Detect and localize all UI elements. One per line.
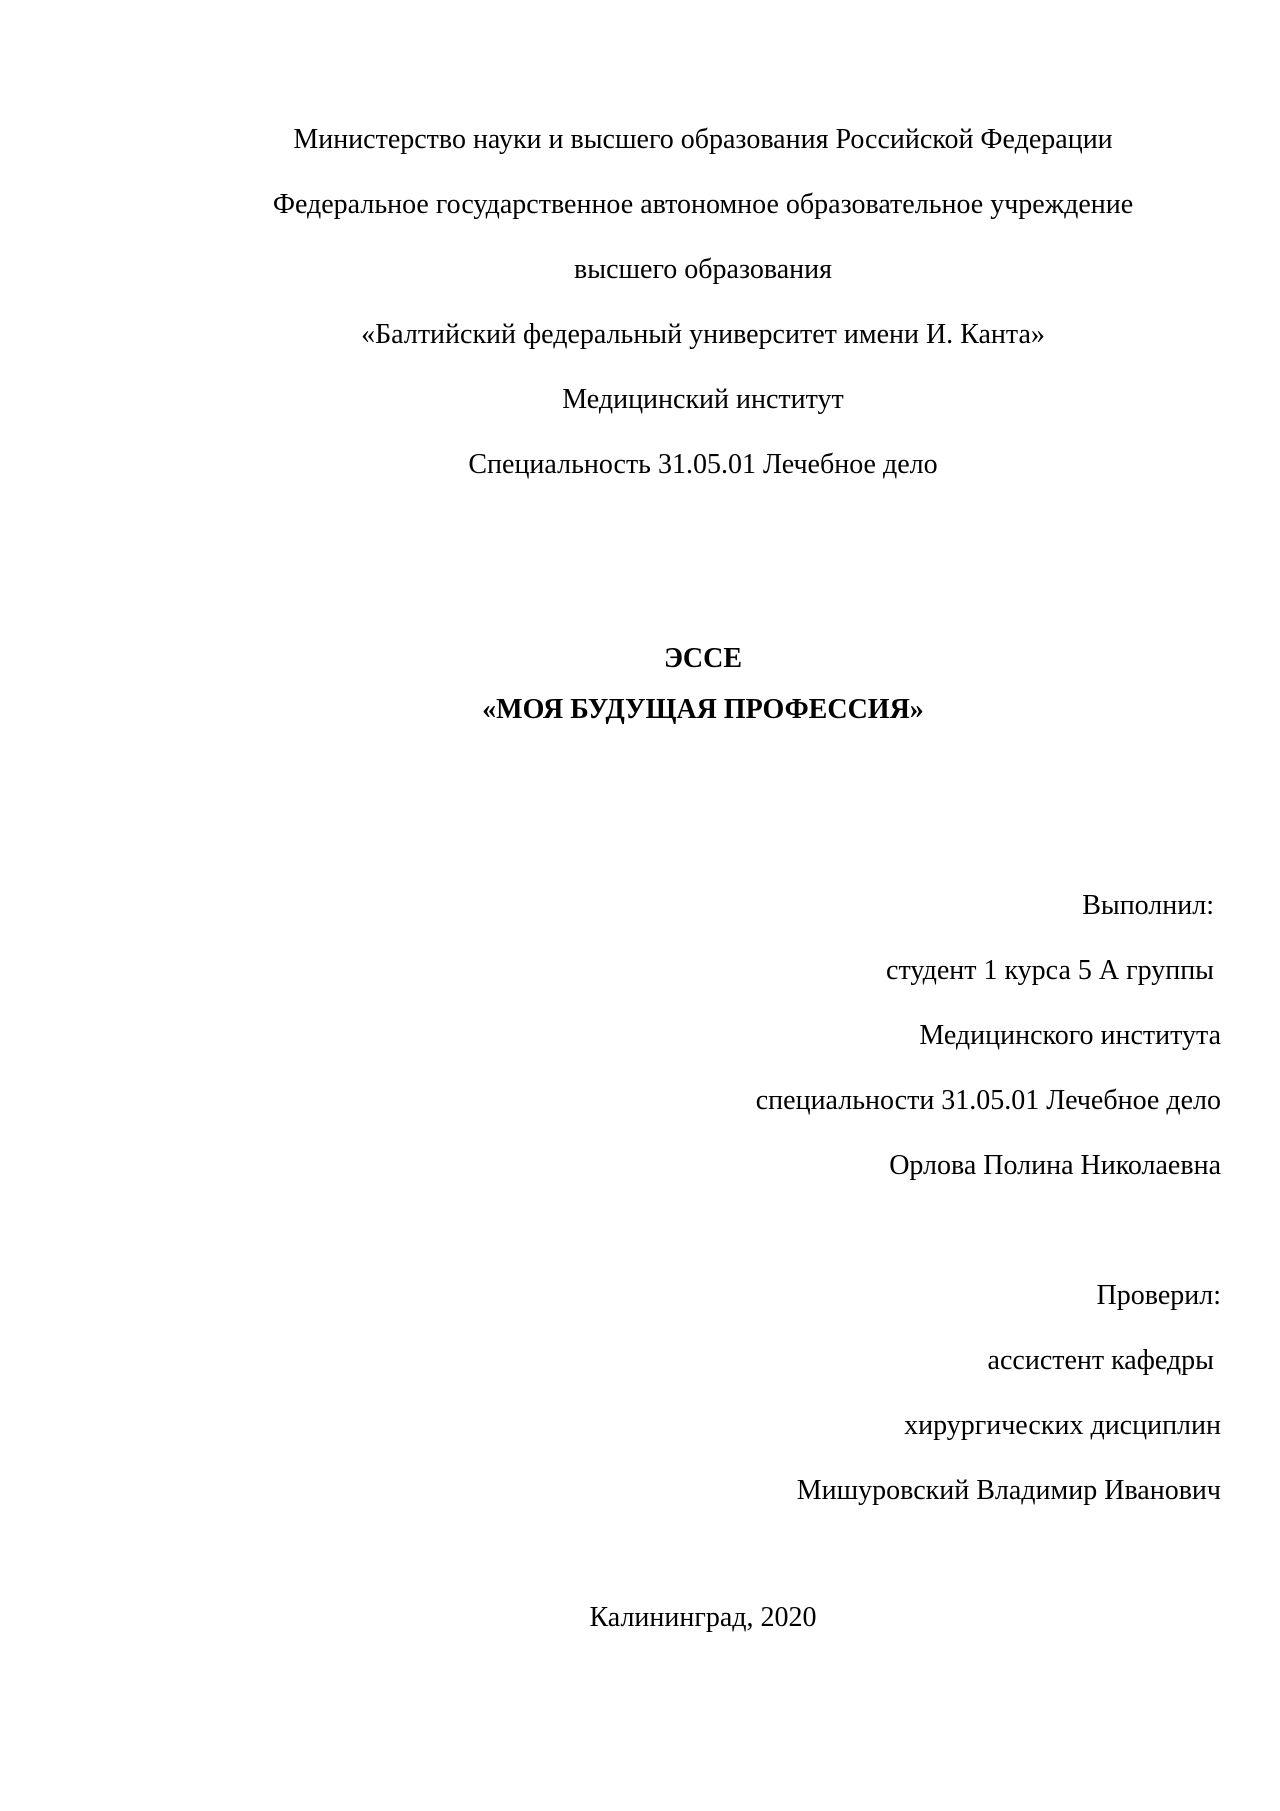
institution-line-2: высшего образования xyxy=(574,254,832,285)
specialty-line: Специальность 31.05.01 Лечебное дело xyxy=(468,449,938,480)
performed-by-label: Выполнил: xyxy=(1082,890,1214,921)
reviewer-name: Мишуровский Владимир Иванович xyxy=(796,1475,1221,1506)
student-name: Орлова Полина Николаевна xyxy=(889,1150,1221,1181)
institute-name: Медицинский институт xyxy=(562,384,844,415)
student-institute: Медицинского института xyxy=(919,1020,1221,1051)
university-name: «Балтийский федеральный университет имени И. Канта» xyxy=(361,319,1045,350)
reviewer-department: хирургических дисциплин xyxy=(904,1410,1221,1441)
reviewer-position: ассистент кафедры xyxy=(987,1345,1214,1376)
essay-topic: «МОЯ БУДУЩАЯ ПРОФЕССИЯ» xyxy=(482,694,924,725)
city-year: Калининград, 2020 xyxy=(589,1602,817,1633)
student-specialty: специальности 31.05.01 Лечебное дело xyxy=(755,1085,1221,1116)
student-course-group: студент 1 курса 5 А группы xyxy=(886,955,1214,986)
institution-line-1: Федеральное государственное автономное образовательное учреждение xyxy=(272,189,1134,220)
ministry-line: Министерство науки и высшего образования Российской Федерации xyxy=(293,124,1113,155)
checked-by-label: Проверил: xyxy=(1096,1280,1221,1311)
essay-label: ЭССЕ xyxy=(663,643,743,674)
